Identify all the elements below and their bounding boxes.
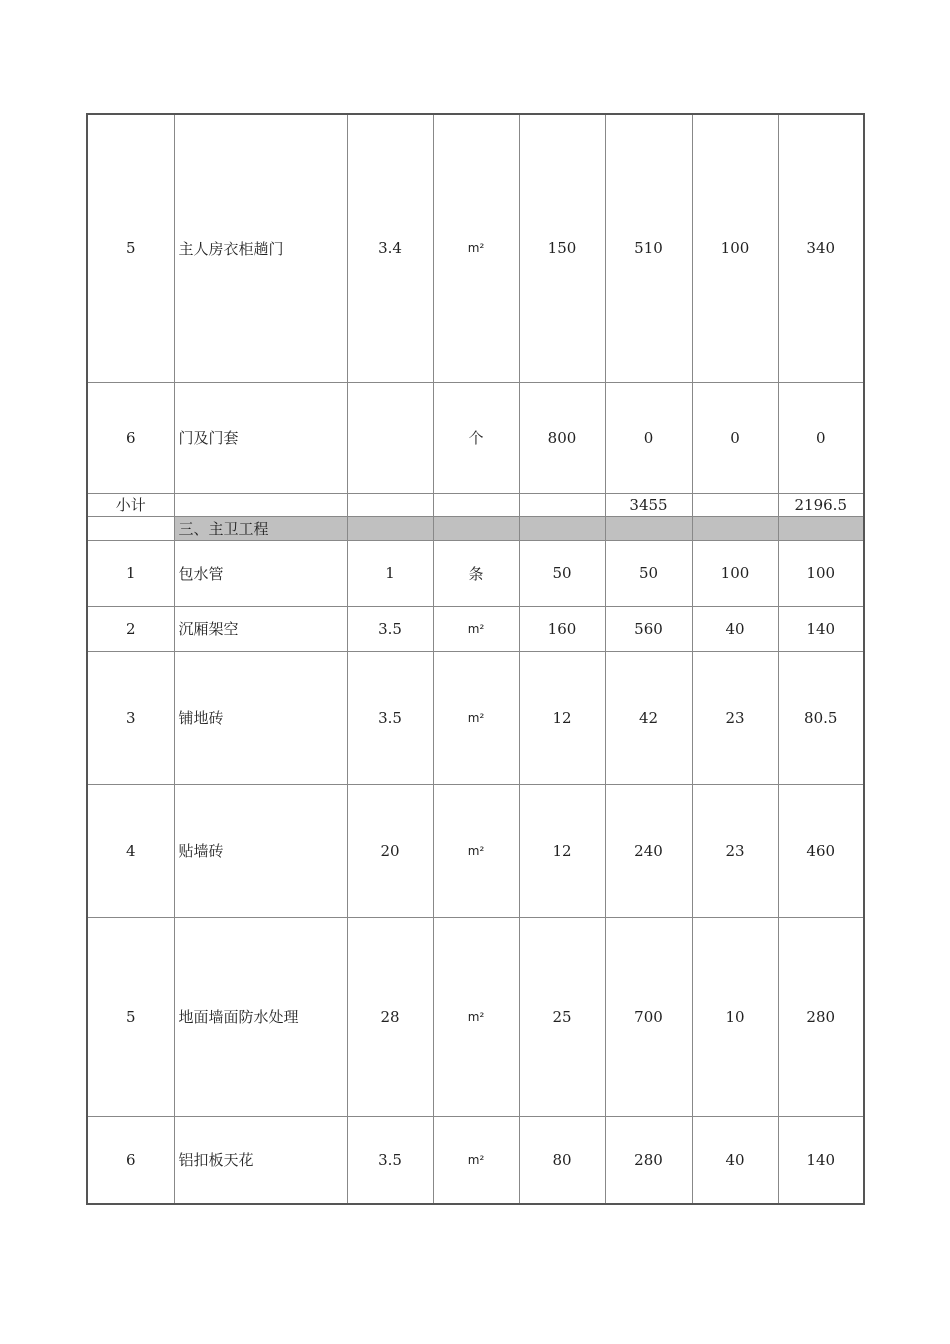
item-labor-price: 40 [692,606,778,651]
table-row [87,1116,864,1204]
item-amount: 700 [605,917,692,1116]
item-labor-amount: 80.5 [778,651,864,784]
shaded-cell [778,516,864,540]
item-labor-amount: 140 [778,606,864,651]
item-name: 包水管 [174,540,347,606]
subtotal-labor-amount: 2196.5 [778,493,864,516]
item-number: 1 [87,540,174,606]
item-unit [433,114,519,382]
subtotal-label: 小计 [87,493,174,516]
shaded-cell [692,516,778,540]
item-amount: 240 [605,784,692,917]
item-unit: m² [433,1116,519,1204]
item-labor-amount: 140 [778,1116,864,1204]
item-unit-price: 50 [519,540,605,606]
item-quantity: 28 [347,917,433,1116]
shaded-cell [605,516,692,540]
item-unit-price: 80 [519,1116,605,1204]
item-amount: 42 [605,651,692,784]
table-row [87,382,864,493]
section-header-row [87,516,864,540]
table-row [87,540,864,606]
item-unit-price: 25 [519,917,605,1116]
item-labor-price: 100 [692,114,778,382]
item-amount: 510 [605,114,692,382]
shaded-cell [519,516,605,540]
empty-cell [692,493,778,516]
item-unit-price: 800 [519,382,605,493]
empty-cell [87,516,174,540]
item-labor-amount: 340 [778,114,864,382]
item-labor-price: 10 [692,917,778,1116]
item-number: 2 [87,606,174,651]
item-name: 沉厢架空 [174,606,347,651]
item-labor-price: 0 [692,382,778,493]
item-unit-price: 160 [519,606,605,651]
item-quantity: 3.5 [347,606,433,651]
item-unit: 个 [433,382,519,493]
item-quantity: 1 [347,540,433,606]
item-name: 主人房衣柜趟门 [174,114,347,382]
item-labor-price: 23 [692,784,778,917]
item-unit-price: 150 [519,114,605,382]
item-name: 贴墙砖 [174,784,347,917]
shaded-cell [433,516,519,540]
item-labor-price: 40 [692,1116,778,1204]
item-labor-amount: 0 [778,382,864,493]
item-number: 4 [87,784,174,917]
table-row [87,114,864,382]
item-labor-amount: 280 [778,917,864,1116]
empty-cell [519,493,605,516]
shaded-cell [347,516,433,540]
unit-text: m² [467,241,485,256]
empty-cell [433,493,519,516]
item-name: 铺地砖 [174,651,347,784]
item-quantity: 3.4 [347,114,433,382]
item-name: 地面墙面防水处理 [174,917,347,1116]
item-quantity: 20 [347,784,433,917]
item-unit: m² [433,606,519,651]
item-quantity [347,382,433,493]
item-amount: 0 [605,382,692,493]
quotation-table [86,113,865,1205]
table-row [87,651,864,784]
item-labor-price: 23 [692,651,778,784]
item-name: 门及门套 [174,382,347,493]
item-number: 3 [87,651,174,784]
item-number: 6 [87,382,174,493]
item-quantity: 3.5 [347,651,433,784]
item-number: 5 [87,917,174,1116]
item-amount: 280 [605,1116,692,1204]
item-amount: 560 [605,606,692,651]
item-unit: 条 [433,540,519,606]
item-quantity: 3.5 [347,1116,433,1204]
subtotal-row [87,493,864,516]
item-unit-price: 12 [519,651,605,784]
item-number: 6 [87,1116,174,1204]
empty-cell [347,493,433,516]
item-labor-amount: 100 [778,540,864,606]
empty-cell [174,493,347,516]
item-unit-price: 12 [519,784,605,917]
table-row [87,606,864,651]
item-unit: m² [433,917,519,1116]
item-amount: 50 [605,540,692,606]
item-labor-price: 100 [692,540,778,606]
item-name: 铝扣板天花 [174,1116,347,1204]
table-row [87,917,864,1116]
item-number: 5 [87,114,174,382]
table-row [87,784,864,917]
section-title: 三、主卫工程 [174,516,347,540]
subtotal-amount: 3455 [605,493,692,516]
item-unit: m² [433,651,519,784]
item-unit: m² [433,784,519,917]
item-labor-amount: 460 [778,784,864,917]
